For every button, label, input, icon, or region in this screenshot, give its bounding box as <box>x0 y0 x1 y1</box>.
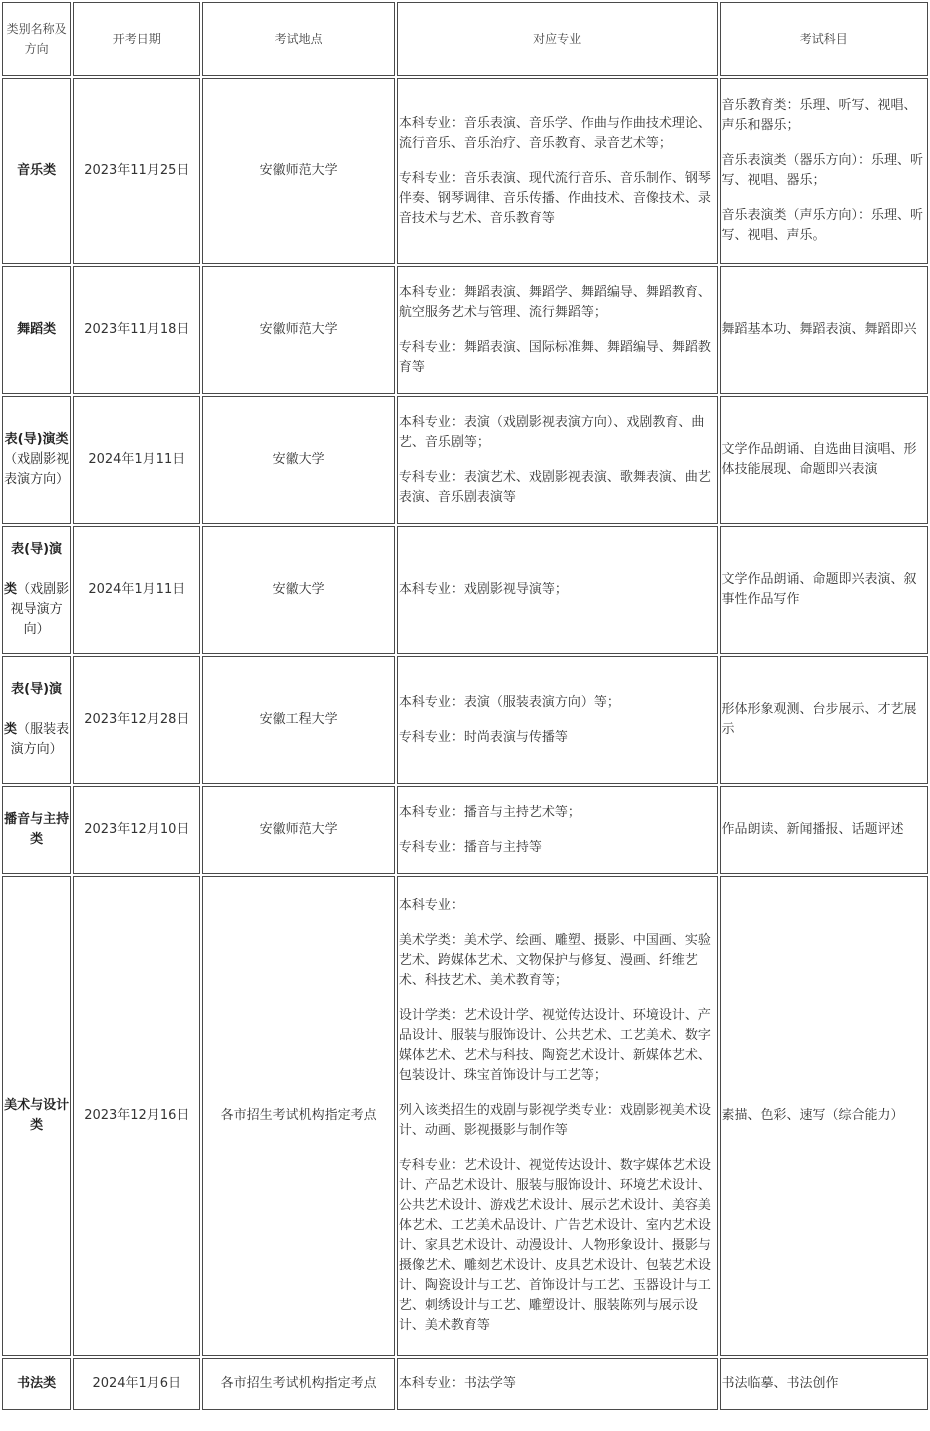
header-subjects: 考试科目 <box>720 2 929 76</box>
subjects-cell: 文学作品朗诵、自选曲目演唱、形体技能展现、命题即兴表演 <box>720 396 929 524</box>
category-cell: 舞蹈类 <box>2 266 71 394</box>
category-cell: 表(导)演 类（戏剧影视导演方向） <box>2 526 71 654</box>
subjects-cell: 素描、色彩、速写（综合能力） <box>720 876 929 1356</box>
table-row <box>2 786 928 874</box>
category-cell: 音乐类 <box>2 78 71 264</box>
date-cell: 2023年12月10日 <box>73 786 200 874</box>
location-cell: 安徽工程大学 <box>202 656 394 784</box>
majors-cell: 本科专业：播音与主持艺术等； 专科专业：播音与主持等 <box>397 786 718 874</box>
majors-cell: 本科专业：表演（戏剧影视表演方向）、戏剧教育、曲艺、音乐剧等； 专科专业：表演艺术、戏剧影视表演、歌舞表演、曲艺表演、音乐剧表演等 <box>397 396 718 524</box>
location-cell: 安徽大学 <box>202 396 394 524</box>
header-date: 开考日期 <box>73 2 200 76</box>
header-majors: 对应专业 <box>397 2 718 76</box>
date-cell: 2024年1月6日 <box>73 1358 200 1410</box>
subjects-cell: 形体形象观测、台步展示、才艺展示 <box>720 656 929 784</box>
date-cell: 2023年12月28日 <box>73 656 200 784</box>
majors-cell: 本科专业：舞蹈表演、舞蹈学、舞蹈编导、舞蹈教育、航空服务艺术与管理、流行舞蹈等； 专科专业：舞蹈表演、国际标准舞、舞蹈编导、舞蹈教育等 <box>397 266 718 394</box>
category-cell: 书法类 <box>2 1358 71 1410</box>
location-cell: 安徽师范大学 <box>202 78 394 264</box>
subjects-cell: 舞蹈基本功、舞蹈表演、舞蹈即兴 <box>720 266 929 394</box>
table-row <box>2 876 928 1356</box>
category-cell: 表(导)演 类（服装表演方向） <box>2 656 71 784</box>
table-header-row <box>2 2 928 76</box>
category-cell: 播音与主持类 <box>2 786 71 874</box>
subjects-cell: 文学作品朗诵、命题即兴表演、叙事性作品写作 <box>720 526 929 654</box>
table-row <box>2 656 928 784</box>
table-row <box>2 266 928 394</box>
majors-cell: 本科专业：戏剧影视导演等； <box>397 526 718 654</box>
date-cell: 2023年11月25日 <box>73 78 200 264</box>
category-cell: 美术与设计类 <box>2 876 71 1356</box>
subjects-cell: 作品朗读、新闻播报、话题评述 <box>720 786 929 874</box>
date-cell: 2024年1月11日 <box>73 396 200 524</box>
majors-cell: 本科专业：音乐表演、音乐学、作曲与作曲技术理论、流行音乐、音乐治疗、音乐教育、录音艺术等； 专科专业：音乐表演、现代流行音乐、音乐制作、钢琴伴奏、钢琴调律、音乐传播、作曲技术、音像技术、录音技术与艺术、音乐教育等 <box>397 78 718 264</box>
majors-cell: 本科专业： 美术学类：美术学、绘画、雕塑、摄影、中国画、实验艺术、跨媒体艺术、文物保护与修复、漫画、纤维艺术、科技艺术、美术教育等； 设计学类：艺术设计学、视觉传达设计、环境设计、产品设计、服装与服饰设计、公共艺术、工艺美术、数字媒体艺术、艺术与科技、陶瓷艺术设计、新媒体艺术、包装设计、珠宝首饰设计与工艺等； 列入该类招生的戏剧与影视学类专业：戏剧影视美术设计、动画、影视摄影与制作等 专科专业：艺术设计、视觉传达设计、数字媒体艺术设计、产品艺术设计、服装与服饰设计、环境艺术设计、公共艺术设计、游戏艺术设计、展示艺术设计、美容美体艺术、工艺美术品设计、广告艺术设计、室内艺术设计、家具艺术设计、动漫设计、人物形象设计、摄影与摄像艺术、雕刻艺术设计、皮具艺术设计、包装艺术设计、陶瓷设计与工艺、首饰设计与工艺、玉器设计与工艺、刺绣设计与工艺、雕塑设计、服装陈列与展示设计、美术教育等 <box>397 876 718 1356</box>
category-cell: 表(导)演类 （戏剧影视表演方向） <box>2 396 71 524</box>
header-location: 考试地点 <box>202 2 394 76</box>
location-cell: 各市招生考试机构指定考点 <box>202 876 394 1356</box>
subjects-cell: 音乐教育类：乐理、听写、视唱、声乐和器乐； 音乐表演类（器乐方向）：乐理、听写、视唱、器乐； 音乐表演类（声乐方向）：乐理、听写、视唱、声乐。 <box>720 78 929 264</box>
table-row <box>2 78 928 264</box>
location-cell: 安徽大学 <box>202 526 394 654</box>
header-category: 类别名称及方向 <box>2 2 71 76</box>
date-cell: 2023年12月16日 <box>73 876 200 1356</box>
subjects-cell: 书法临摹、书法创作 <box>720 1358 929 1410</box>
location-cell: 各市招生考试机构指定考点 <box>202 1358 394 1410</box>
table-row <box>2 1358 928 1410</box>
location-cell: 安徽师范大学 <box>202 786 394 874</box>
table-row <box>2 396 928 524</box>
location-cell: 安徽师范大学 <box>202 266 394 394</box>
majors-cell: 本科专业：书法学等 <box>397 1358 718 1410</box>
date-cell: 2023年11月18日 <box>73 266 200 394</box>
date-cell: 2024年1月11日 <box>73 526 200 654</box>
majors-cell: 本科专业：表演（服装表演方向）等； 专科专业：时尚表演与传播等 <box>397 656 718 784</box>
table-row <box>2 526 928 654</box>
